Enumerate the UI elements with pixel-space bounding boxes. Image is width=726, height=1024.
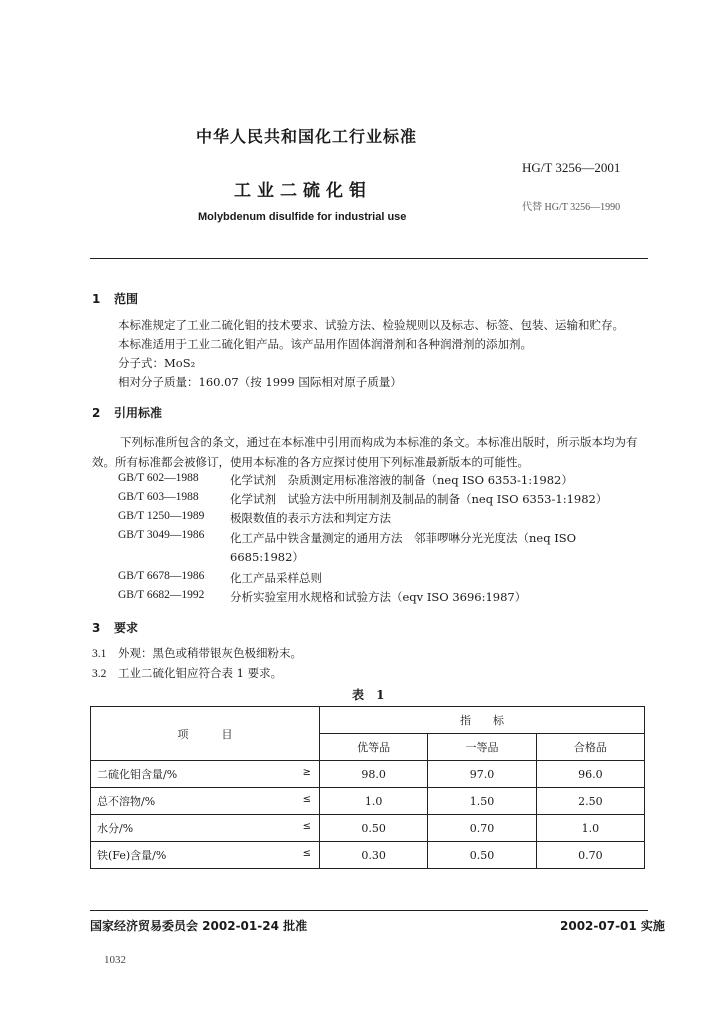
effective-date: 2002-07-01 实施	[560, 919, 665, 933]
cell-value: 0.70	[536, 842, 644, 869]
clause-text: 工业二硫化钼应符合表 1 要求。	[118, 666, 283, 680]
ref-text: 分析实验室用水规格和试验方法（eqv ISO 3696:1987）	[230, 590, 527, 604]
english-title: Molybdenum disulfide for industrial use	[198, 211, 407, 223]
page-number: 1032	[104, 954, 126, 966]
ref-code: GB/T 1250—1989	[118, 510, 205, 522]
row-item: 总不溶物/% ≤	[91, 788, 320, 815]
ref-item	[118, 491, 607, 507]
section-title: 范围	[114, 292, 139, 306]
section-title: 引用标准	[114, 406, 163, 420]
section-number: 1	[92, 292, 101, 306]
ref-text: 化学试剂 杂质测定用标准溶液的制备（neq ISO 6353-1:1982）	[230, 473, 573, 487]
row-item: 二硫化钼含量/% ≥	[91, 761, 320, 788]
molecular-mass: 相对分子质量：160.07（按 1999 国际相对原子质量）	[118, 375, 402, 389]
comparison-sign: ≤	[302, 848, 311, 859]
grade-premium: 优等品	[320, 734, 428, 761]
ref-item	[118, 472, 573, 488]
table-title: 表 1	[352, 688, 389, 702]
ref-code: GB/T 603—1988	[118, 491, 199, 503]
cell-value: 1.50	[428, 788, 536, 815]
scope-paragraph-1: 本标准规定了工业二硫化钼的技术要求、试验方法、检验规则以及标志、标签、包装、运输和贮存。	[118, 318, 624, 332]
table-row	[91, 761, 645, 788]
comparison-sign: ≤	[302, 821, 311, 832]
clause-number: 3.2	[92, 668, 107, 680]
table-row	[91, 815, 645, 842]
section-title: 要求	[114, 621, 139, 635]
clause-text: 外观：黑色或稍带银灰色极细粉末。	[118, 646, 302, 660]
cell-value: 1.0	[320, 788, 428, 815]
cell-value: 0.30	[320, 842, 428, 869]
cell-value: 1.0	[536, 815, 644, 842]
cell-value: 97.0	[428, 761, 536, 788]
grade-qualified: 合格品	[536, 734, 644, 761]
footer-divider	[90, 910, 648, 911]
standard-code: HG/T 3256—2001	[522, 160, 621, 175]
ref-item	[118, 510, 391, 526]
ref-code: GB/T 6682—1992	[118, 589, 205, 601]
ref-text: 化学试剂 试验方法中所用制剂及制品的制备（neq ISO 6353-1:1982）	[230, 492, 608, 506]
grade-first: 一等品	[428, 734, 536, 761]
approval-note: 国家经济贸易委员会 2002-01-24 批准	[90, 919, 308, 933]
header-item: 项 目	[91, 707, 320, 761]
ref-code: GB/T 6678—1986	[118, 570, 205, 582]
replaces-note: 代替 HG/T 3256—1990	[522, 202, 621, 213]
requirement-3-2	[92, 665, 282, 681]
table-row	[91, 842, 645, 869]
row-item: 铁(Fe)含量/% ≤	[91, 842, 320, 869]
ref-code: GB/T 3049—1986	[118, 529, 205, 541]
cell-value: 0.70	[428, 815, 536, 842]
header-index: 指 标	[320, 707, 645, 734]
ref-code: GB/T 602—1988	[118, 472, 199, 484]
requirement-3-1	[92, 645, 302, 661]
ref-text: 化工产品采样总则	[230, 571, 322, 585]
cell-value: 2.50	[536, 788, 644, 815]
ref-item	[118, 589, 526, 605]
scope-paragraph-2: 本标准适用于工业二硫化钼产品。该产品用作固体润滑剂和各种润滑剂的添加剂。	[118, 337, 532, 351]
cell-value: 0.50	[428, 842, 536, 869]
section-number: 3	[92, 621, 101, 635]
row-item: 水分/% ≤	[91, 815, 320, 842]
ref-item	[118, 570, 322, 586]
section-1-heading	[92, 290, 138, 307]
standard-name: 中华人民共和国化工行业标准	[196, 127, 418, 146]
cell-value: 0.50	[320, 815, 428, 842]
document-title: 工业二硫化钼	[234, 181, 372, 201]
header-divider	[90, 258, 648, 259]
section-number: 2	[92, 406, 101, 420]
table-row	[91, 788, 645, 815]
cell-value: 96.0	[536, 761, 644, 788]
refs-intro: 下列标准所包含的条文，通过在本标准中引用而构成为本标准的条文。本标准出版时，所示版本均为有效。所有标准都会被修订，使用本标准的各方应探讨使用下列标准最新版本的可能性。	[92, 435, 638, 469]
ref-item	[118, 529, 646, 567]
spec-table	[90, 706, 645, 869]
ref-text: 化工产品中铁含量测定的通用方法 邻菲啰啉分光光度法（neq ISO 6685:1982）	[230, 531, 577, 564]
molecular-formula: 分子式：MoS₂	[118, 356, 196, 370]
ref-text: 极限数值的表示方法和判定方法	[230, 511, 391, 525]
section-2-heading	[92, 404, 162, 421]
cell-value: 98.0	[320, 761, 428, 788]
clause-number: 3.1	[92, 648, 107, 660]
comparison-sign: ≤	[302, 794, 311, 805]
comparison-sign: ≥	[302, 767, 311, 778]
section-3-heading	[92, 619, 138, 636]
